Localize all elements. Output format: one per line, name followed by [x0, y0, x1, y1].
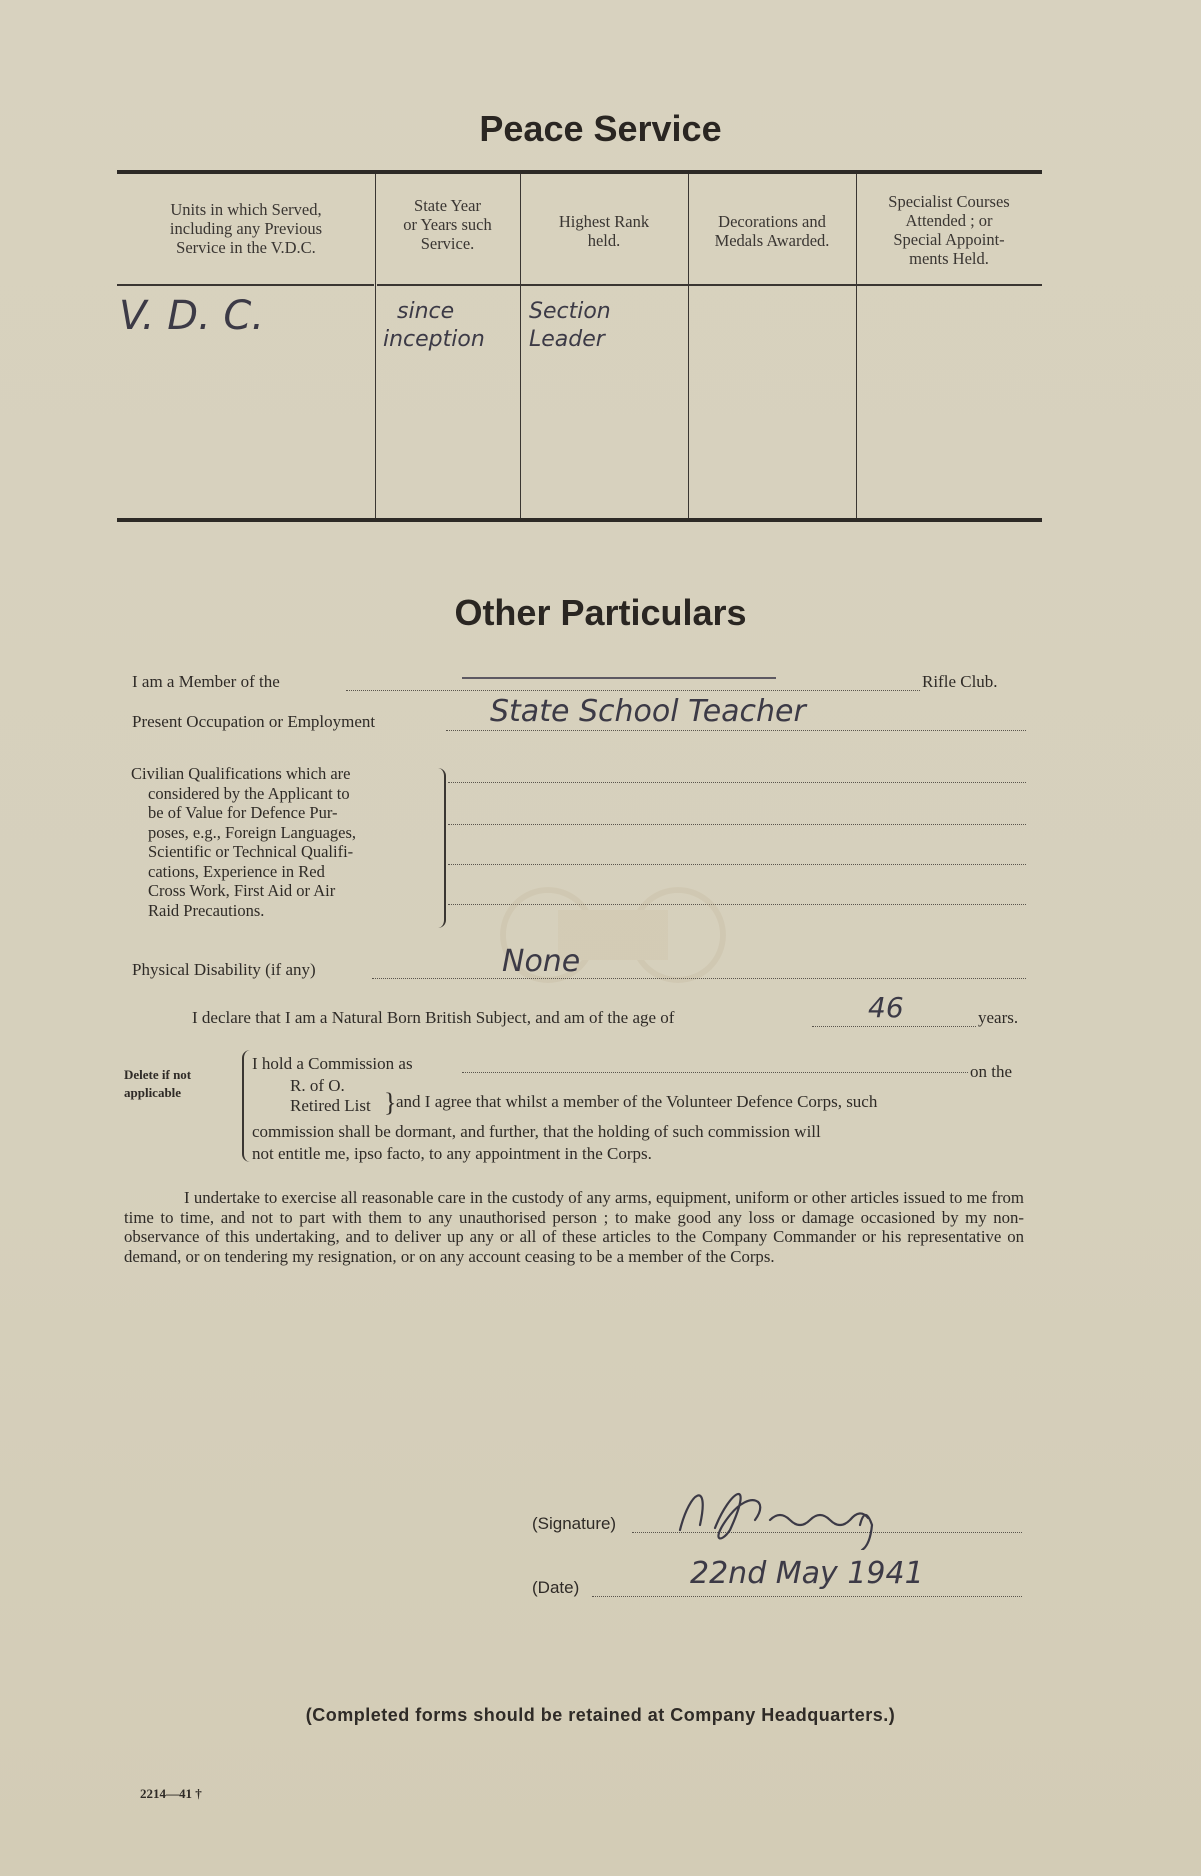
date-value: 22nd May 1941: [690, 1556, 924, 1591]
age-line: [812, 1026, 976, 1027]
years-label: years.: [978, 1008, 1019, 1027]
commission-line-3: Retired List: [290, 1096, 371, 1115]
signature-label: (Signature): [532, 1514, 617, 1533]
header-decorations: Decorations and Medals Awarded.: [714, 212, 830, 250]
occupation-label: Present Occupation or Employment: [132, 712, 376, 731]
undertaking-paragraph: I undertake to exercise all reasonable care in the custody of any arms, equipment, uniform or other articles issued to me from time to time, and not to part with them to any unauthorised person ; to make good any loss or damage occasioned by my non-observance of this undertaking, and to deliver up any or all of these articles to the Company Commander or his representative on demand, or on tendering my resignation, or on any account ceasing to be a member of the Corps.: [124, 1188, 1024, 1266]
header-courses: Specialist Courses Attended ; or Special Appoint- ments Held.: [888, 192, 1010, 268]
date-line: [592, 1596, 1022, 1597]
commission-line-5: not entitle me, ipso facto, to any appointment in the Corps.: [252, 1144, 652, 1163]
qualifications-label: Civilian Qualifications which are considered by the Applicant to be of Value for Defence Pur- poses, e.g., Foreign Languages, Scientific or Technical Qualifi- cations, Experience in Red Cross Work, First Aid or Air Raid Precautions.: [131, 764, 357, 920]
member-label: I am a Member of the: [132, 672, 280, 691]
disability-label: Physical Disability (if any): [132, 960, 316, 979]
age-value: 46: [868, 991, 904, 1024]
declare-label: I declare that I am a Natural Born British Subject, and am of the age of: [192, 1008, 675, 1027]
member-suffix: Rifle Club.: [922, 672, 998, 691]
qualifications-bracket: [432, 768, 446, 928]
qualifications-line-1: [448, 782, 1026, 783]
footer-note: (Completed forms should be retained at Company Headquarters.): [305, 1705, 896, 1725]
commission-agree: and I agree that whilst a member of the Volunteer Defence Corps, such: [396, 1092, 878, 1111]
commission-rank-line: [462, 1072, 968, 1073]
peace-service-title: Peace Service: [479, 108, 722, 149]
header-years: State Year or Years such Service.: [403, 196, 492, 253]
disability-line: [372, 978, 1026, 979]
occupation-line: [446, 730, 1026, 731]
commission-line-2: R. of O.: [290, 1076, 345, 1095]
peace-service-table: [117, 170, 1042, 522]
cell-unit: V. D. C.: [119, 293, 265, 339]
date-label: (Date): [532, 1578, 580, 1597]
qualifications-line-2: [448, 824, 1026, 825]
occupation-value: State School Teacher: [490, 694, 806, 729]
commission-line-1: I hold a Commission as: [252, 1054, 413, 1073]
commission-on-the: on the: [970, 1062, 1013, 1081]
header-units: Units in which Served, including any Previous Service in the V.D.C.: [169, 200, 323, 257]
form-code: 2214—41 †: [140, 1786, 202, 1801]
qualifications-line-3: [448, 864, 1026, 865]
cell-rank: Section Leader: [529, 299, 611, 352]
commission-line-4: commission shall be dormant, and further, that the holding of such commission will: [252, 1122, 821, 1141]
header-rank: Highest Rank held.: [558, 212, 650, 250]
signature-mark-icon: [660, 1470, 920, 1550]
member-line: [346, 690, 920, 691]
disability-value: None: [502, 944, 581, 979]
other-particulars-title: Other Particulars: [454, 592, 747, 633]
small-brace: }: [384, 1088, 397, 1117]
delete-if-not-applicable: Delete if not applicable: [124, 1067, 192, 1100]
member-strike: [462, 677, 776, 679]
cell-years: since inception: [383, 299, 485, 352]
